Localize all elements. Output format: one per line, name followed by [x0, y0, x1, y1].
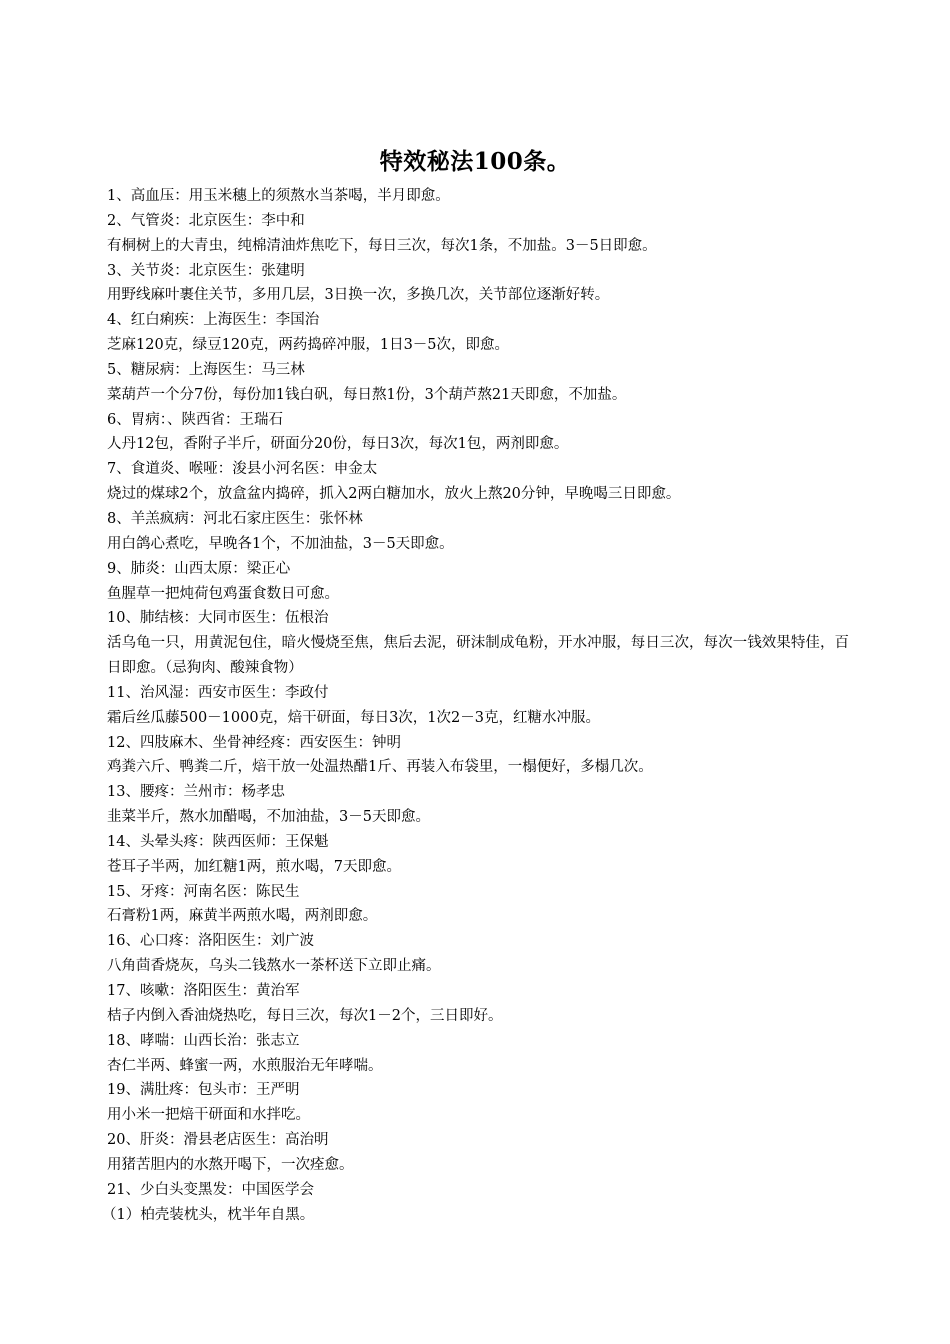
- text-line: 用小米一把焙干研面和水拌吃。: [107, 1107, 310, 1124]
- text-line: 11、治风湿：西安市医生：李政付: [107, 684, 329, 701]
- text-line: 8、羊羔疯病：河北石家庄医生：张怀林: [107, 510, 363, 527]
- text-line: 烧过的煤球2个，放盒盆内捣碎，抓入2两白糖加水，放火上熬20分钟，早晚喝三日即愈。: [107, 486, 681, 503]
- document-body: [102, 184, 849, 1227]
- text-line: 菜葫芦一个分7份，每份加1钱白矾，每日熬1份，3个葫芦熬21天即愈，不加盐。: [107, 386, 627, 403]
- text-line: 鱼腥草一把炖荷包鸡蛋食数日可愈。: [107, 585, 339, 602]
- text-line: 八角茴香烧灰，乌头二钱熬水一茶杯送下立即止痛。: [107, 958, 441, 975]
- text-line: 14、头晕头疼：陕西医师：王保魁: [107, 833, 329, 850]
- text-line: 石膏粉1两，麻黄半两煎水喝，两剂即愈。: [107, 908, 378, 925]
- text-line: 韭菜半斤，熬水加醋喝，不加油盐，3－5天即愈。: [107, 809, 430, 826]
- text-line: 1、高血压：用玉米穗上的须熬水当茶喝，半月即愈。: [107, 188, 450, 204]
- text-line: 18、哮喘：山西长治：张志立: [107, 1032, 300, 1049]
- document-title: 特效秘法100条。: [379, 148, 571, 175]
- text-line: 霜后丝瓜藤500－1000克，焙干研面，每日3次，1次2－3克，红糖水冲服。: [107, 709, 600, 726]
- text-line: 5、糖尿病：上海医生：马三林: [107, 361, 305, 378]
- text-line: 13、腰疼：兰州市：杨孝忠: [107, 784, 285, 801]
- text-line: 人丹12包，香附子半斤，研面分20份，每日3次，每次1包，两剂即愈。: [107, 436, 569, 453]
- text-line: 10、肺结核：大同市医生：伍根治: [107, 610, 329, 627]
- text-line: 桔子内倒入香油烧热吃，每日三次，每次1－2个，三日即好。: [107, 1007, 503, 1024]
- text-line: 12、四肢麻木、坐骨神经疼：西安医生：钟明: [107, 734, 401, 751]
- text-line: 2、气管炎：北京医生：李中和: [107, 212, 305, 229]
- text-line: 20、肝炎：滑县老店医生：高治明: [107, 1132, 329, 1149]
- text-line: 用猪苦胆内的水熬开喝下，一次痊愈。: [107, 1156, 354, 1173]
- text-line: 用白鸽心煮吃，早晚各1个，不加油盐，3－5天即愈。: [107, 535, 454, 552]
- text-line: 15、牙疼：河南名医：陈民生: [107, 883, 300, 900]
- text-line: 7、食道炎、喉哑：浚县小河名医：申金太: [107, 461, 378, 478]
- text-line: 杏仁半两、蜂蜜一两，水煎服治无年哮喘。: [107, 1057, 383, 1074]
- text-line: （1）柏壳装枕头，枕半年自黑。: [102, 1206, 315, 1223]
- text-line: 16、心口疼：洛阳医生：刘广波: [107, 933, 314, 950]
- text-line: 芝麻120克，绿豆120克，两药捣碎冲服，1日3－5次，即愈。: [107, 337, 510, 354]
- text-line: 4、红白痢疾：上海医生：李国治: [107, 312, 320, 329]
- text-line: 6、胃病：、陕西省：王瑞石: [107, 411, 283, 428]
- text-line: 3、关节炎：北京医生：张建明: [107, 262, 305, 279]
- text-line: 用野线麻叶裹住关节，多用几层，3日换一次，多换几次，关节部位逐渐好转。: [107, 287, 610, 304]
- text-line: 有桐树上的大青虫，纯棉清油炸焦吃下，每日三次，每次1条，不加盐。3－5日即愈。: [107, 237, 657, 254]
- text-line: 19、满肚疼：包头市：王严明: [107, 1082, 300, 1099]
- text-paragraph: 活乌龟一只，用黄泥包住，暗火慢烧至焦，焦后去泥，研沫制成龟粉，开水冲服，每日三次，每次一钱效果特佳，百日即愈。（忌狗肉、酸辣食物）: [107, 635, 849, 677]
- text-line: 9、肺炎：山西太原：梁正心: [107, 560, 291, 577]
- text-line: 苍耳子半两，加红糖1两，煎水喝，7天即愈。: [107, 858, 401, 875]
- text-line: 鸡粪六斤、鸭粪二斤，焙干放一处温热醋1斤、再装入布袋里，一榻便好，多榻几次。: [107, 759, 653, 776]
- text-line: 21、少白头变黑发：中国医学会: [107, 1181, 314, 1198]
- text-line: 17、咳嗽：洛阳医生：黄治军: [107, 983, 300, 999]
